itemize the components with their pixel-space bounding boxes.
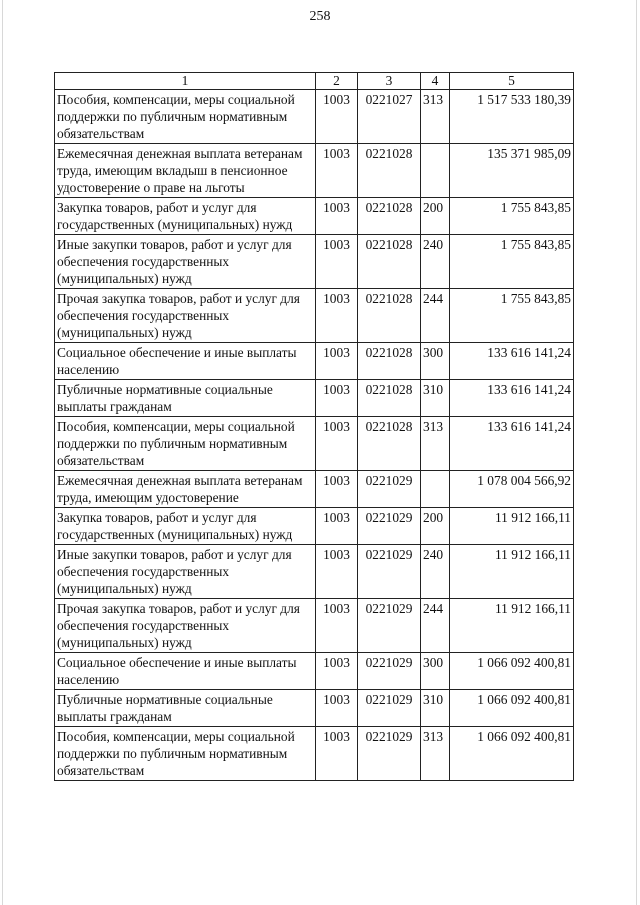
cell-type: [421, 471, 450, 508]
cell-amount: 1 517 533 180,39: [450, 90, 574, 144]
cell-amount: 11 912 166,11: [450, 599, 574, 653]
cell-article: 0221029: [358, 727, 421, 781]
cell-section: 1003: [316, 144, 358, 198]
cell-article: 0221029: [358, 508, 421, 545]
cell-type: 313: [421, 90, 450, 144]
cell-section: 1003: [316, 690, 358, 727]
table-row: [55, 545, 574, 599]
cell-article: 0221029: [358, 545, 421, 599]
scan-edge-right: [636, 0, 637, 905]
cell-amount: 133 616 141,24: [450, 380, 574, 417]
cell-article: 0221029: [358, 471, 421, 508]
cell-section: 1003: [316, 289, 358, 343]
cell-type: 300: [421, 653, 450, 690]
header-col-1: 1: [55, 73, 316, 90]
cell-amount: 1 755 843,85: [450, 289, 574, 343]
table-row: [55, 471, 574, 508]
cell-section: 1003: [316, 471, 358, 508]
cell-article: 0221029: [358, 690, 421, 727]
cell-amount: 1 755 843,85: [450, 198, 574, 235]
cell-type: 200: [421, 508, 450, 545]
cell-section: 1003: [316, 235, 358, 289]
cell-article: 0221028: [358, 343, 421, 380]
table-row: [55, 417, 574, 471]
header-col-3: 3: [358, 73, 421, 90]
table-row: [55, 727, 574, 781]
table-row: [55, 90, 574, 144]
header-col-5: 5: [450, 73, 574, 90]
header-col-4: 4: [421, 73, 450, 90]
cell-type: 200: [421, 198, 450, 235]
cell-article: 0221028: [358, 417, 421, 471]
cell-type: 300: [421, 343, 450, 380]
cell-type: 244: [421, 289, 450, 343]
cell-type: 310: [421, 690, 450, 727]
cell-type: [421, 144, 450, 198]
cell-article: 0221028: [358, 289, 421, 343]
table-row: [55, 235, 574, 289]
cell-name: Иные закупки товаров, работ и услуг для обеспечения государственных (муниципальных) нужд: [55, 235, 316, 289]
cell-section: 1003: [316, 545, 358, 599]
cell-type: 313: [421, 417, 450, 471]
page-number: 258: [309, 9, 331, 24]
table-row: [55, 144, 574, 198]
cell-name: Публичные нормативные социальные выплаты гражданам: [55, 380, 316, 417]
table-row: [55, 599, 574, 653]
cell-amount: 1 066 092 400,81: [450, 727, 574, 781]
table-row: [55, 198, 574, 235]
cell-article: 0221028: [358, 235, 421, 289]
cell-name: Иные закупки товаров, работ и услуг для обеспечения государственных (муниципальных) нужд: [55, 545, 316, 599]
cell-article: 0221028: [358, 144, 421, 198]
cell-article: 0221029: [358, 599, 421, 653]
cell-type: 313: [421, 727, 450, 781]
cell-amount: 1 755 843,85: [450, 235, 574, 289]
cell-amount: 11 912 166,11: [450, 508, 574, 545]
table-row: [55, 343, 574, 380]
cell-amount: 1 078 004 566,92: [450, 471, 574, 508]
cell-type: 310: [421, 380, 450, 417]
header-col-2: 2: [316, 73, 358, 90]
cell-name: Пособия, компенсации, меры социальной поддержки по публичным нормативным обязательствам: [55, 727, 316, 781]
cell-name: Прочая закупка товаров, работ и услуг для обеспечения государственных (муниципальных) нужд: [55, 289, 316, 343]
cell-amount: 1 066 092 400,81: [450, 690, 574, 727]
cell-article: 0221028: [358, 198, 421, 235]
cell-section: 1003: [316, 508, 358, 545]
table-row: [55, 289, 574, 343]
table-row: [55, 690, 574, 727]
cell-name: Социальное обеспечение и иные выплаты населению: [55, 343, 316, 380]
cell-type: 240: [421, 235, 450, 289]
cell-name: Пособия, компенсации, меры социальной поддержки по публичным нормативным обязательствам: [55, 417, 316, 471]
cell-section: 1003: [316, 599, 358, 653]
cell-article: 0221027: [358, 90, 421, 144]
cell-amount: 133 616 141,24: [450, 343, 574, 380]
cell-name: Прочая закупка товаров, работ и услуг для обеспечения государственных (муниципальных) нужд: [55, 599, 316, 653]
table-row: [55, 380, 574, 417]
cell-amount: 133 616 141,24: [450, 417, 574, 471]
cell-name: Публичные нормативные социальные выплаты гражданам: [55, 690, 316, 727]
cell-amount: 11 912 166,11: [450, 545, 574, 599]
table-row: [55, 653, 574, 690]
cell-amount: 1 066 092 400,81: [450, 653, 574, 690]
cell-amount: 135 371 985,09: [450, 144, 574, 198]
cell-name: Ежемесячная денежная выплата ветеранам труда, имеющим удостоверение: [55, 471, 316, 508]
cell-section: 1003: [316, 198, 358, 235]
scan-edge-left: [2, 0, 3, 905]
cell-article: 0221028: [358, 380, 421, 417]
cell-section: 1003: [316, 653, 358, 690]
cell-type: 240: [421, 545, 450, 599]
cell-section: 1003: [316, 727, 358, 781]
cell-name: Социальное обеспечение и иные выплаты населению: [55, 653, 316, 690]
cell-section: 1003: [316, 380, 358, 417]
cell-type: 244: [421, 599, 450, 653]
cell-name: Ежемесячная денежная выплата ветеранам труда, имеющим вкладыш в пенсионное удостоверение о праве на льготы: [55, 144, 316, 198]
cell-name: Закупка товаров, работ и услуг для государственных (муниципальных) нужд: [55, 198, 316, 235]
cell-section: 1003: [316, 90, 358, 144]
header-row: [55, 73, 574, 90]
cell-name: Пособия, компенсации, меры социальной поддержки по публичным нормативным обязательствам: [55, 90, 316, 144]
cell-section: 1003: [316, 417, 358, 471]
cell-article: 0221029: [358, 653, 421, 690]
table-row: [55, 508, 574, 545]
cell-name: Закупка товаров, работ и услуг для государственных (муниципальных) нужд: [55, 508, 316, 545]
cell-section: 1003: [316, 343, 358, 380]
budget-table: [54, 72, 574, 781]
